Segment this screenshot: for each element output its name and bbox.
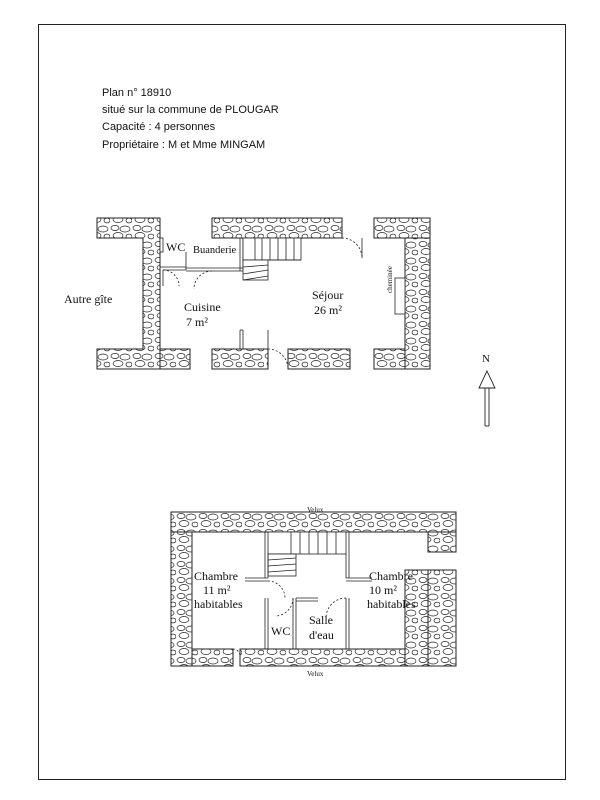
north-wall-1 [212,218,342,238]
upper-wc-label: WC [271,624,291,638]
upper-floor-interior [233,532,372,656]
velux-top-label: Velux [307,506,324,514]
chambre1-note: habitables [194,597,243,611]
location-line: situé sur la commune de PLOUGAR [102,104,279,116]
compass-label: N [482,353,490,365]
cheminee-label: cheminée [386,266,394,293]
upper-west-wall [171,532,192,666]
wc-label: WC [166,240,186,254]
sejour-area: 26 m² [314,303,342,317]
south-wall-2 [212,349,268,369]
owner-line: Propriétaire : M et Mme MINGAM [102,139,266,151]
upper-east-wall [428,532,456,552]
cuisine-area: 7 m² [186,315,208,329]
south-wall-3 [288,349,350,369]
autre-gite-label: Autre gîte [64,292,113,306]
wc-partition [160,238,163,252]
capacity-line: Capacité : 4 personnes [102,121,216,133]
cuisine-label: Cuisine [184,300,221,314]
north-wall-2 [374,218,430,238]
east-wall [405,238,430,369]
chambre1-area: 11 m² [203,583,231,597]
upper-south-wall-2 [240,649,405,666]
plan-number: Plan n° 18910 [102,87,172,99]
chambre1-label: Chambre [194,569,238,583]
chambre2-note: habitables [367,597,416,611]
south-wall-4 [374,349,405,369]
chambre2-label: Chambre [369,569,413,583]
upper-south-wall-1 [192,649,233,666]
chambre2-area: 10 m² [369,583,397,597]
sejour-label: Séjour [312,288,344,302]
buanderie-label: Buanderie [193,245,237,256]
south-wall-1 [160,349,190,369]
north-arrow [479,371,495,426]
velux-bottom-label: Velux [307,670,324,678]
salle-label-2: d'eau [309,628,334,642]
salle-label: Salle [309,613,333,627]
